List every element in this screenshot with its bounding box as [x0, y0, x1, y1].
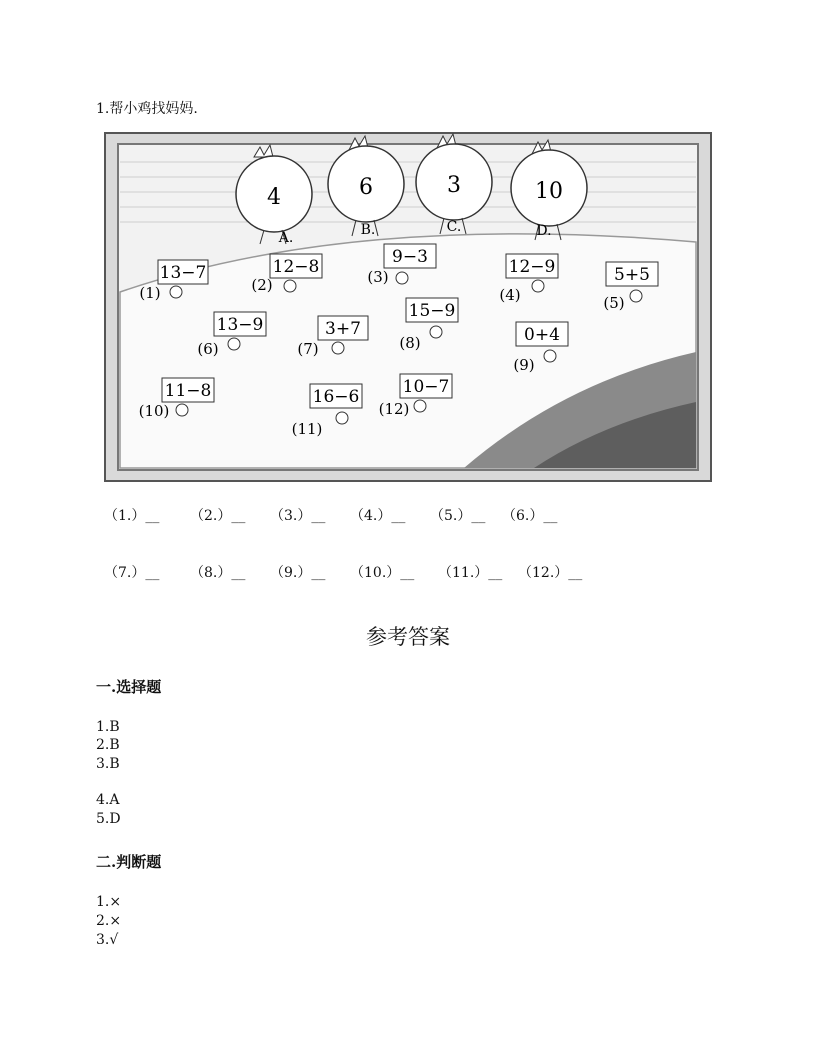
chick-expr: 5+5 — [614, 265, 650, 285]
answer-item: 4.A — [96, 792, 120, 808]
answer-blank[interactable]: （9.）__ — [270, 565, 326, 581]
answer-item: 1.× — [96, 894, 122, 910]
answer-blank[interactable]: （7.）__ — [104, 565, 160, 581]
answer-item: 3.B — [96, 756, 120, 772]
chick-label: (4) — [499, 286, 521, 304]
answer-blank[interactable]: （2.）__ — [190, 508, 246, 524]
answer-item: 1.B — [96, 719, 120, 735]
hen-number: 10 — [535, 179, 563, 204]
answer-blank[interactable]: （5.）__ — [430, 508, 486, 524]
answer-blank[interactable]: （8.）__ — [190, 565, 246, 581]
chick-expr: 12−8 — [272, 257, 320, 277]
answer-item: 2.B — [96, 737, 120, 753]
chick-label: (2) — [251, 276, 273, 294]
hen-chick-illustration — [104, 132, 712, 482]
chick-expr: 10−7 — [402, 377, 450, 397]
chick-expr: 15−9 — [408, 301, 456, 321]
hen-number: 6 — [359, 175, 373, 200]
hen-number: 4 — [267, 185, 281, 210]
chick-label: (6) — [197, 340, 219, 358]
answer-blank[interactable]: （11.）__ — [438, 565, 503, 581]
section-heading: 一.选择题 — [96, 678, 162, 696]
chick-label: (12) — [378, 400, 410, 418]
chick-label: (1) — [139, 284, 161, 302]
chick-label: (11) — [291, 420, 323, 438]
hen-letter: C. — [446, 219, 462, 235]
hen-letter: D. — [536, 223, 552, 239]
hen-letter: A. — [278, 230, 294, 246]
chick-expr: 0+4 — [524, 325, 560, 345]
answer-item: 5.D — [96, 811, 121, 827]
answer-blank[interactable]: （3.）__ — [270, 508, 326, 524]
chick-label: (8) — [399, 334, 421, 352]
chick-expr: 13−9 — [216, 315, 264, 335]
hen-letter: B. — [360, 222, 376, 238]
chick-expr: 3+7 — [325, 319, 361, 339]
question-title: 1.帮小鸡找妈妈. — [96, 101, 198, 117]
chick-expr: 13−7 — [159, 263, 207, 283]
chick-label: (7) — [297, 340, 319, 358]
chick-label: (3) — [367, 268, 389, 286]
answer-blank[interactable]: （12.）__ — [518, 565, 583, 581]
chick-expr: 11−8 — [164, 381, 212, 401]
chick-expr: 16−6 — [312, 387, 360, 407]
hen-number: 3 — [447, 173, 461, 198]
answer-item: 3.√ — [96, 932, 119, 948]
answer-blank[interactable]: （6.）__ — [502, 508, 558, 524]
answer-item: 2.× — [96, 913, 122, 929]
answer-blank[interactable]: （10.）__ — [350, 565, 415, 581]
chick-label: (9) — [513, 356, 535, 374]
chick-expr: 9−3 — [392, 247, 428, 267]
answer-blank[interactable]: （1.）__ — [104, 508, 160, 524]
section-heading: 二.判断题 — [96, 853, 162, 871]
chick-label: (10) — [138, 402, 170, 420]
answer-blank[interactable]: （4.）__ — [350, 508, 406, 524]
answer-key-title: 参考答案 — [366, 625, 450, 649]
chick-label: (5) — [603, 294, 625, 312]
chick-expr: 12−9 — [508, 257, 556, 277]
